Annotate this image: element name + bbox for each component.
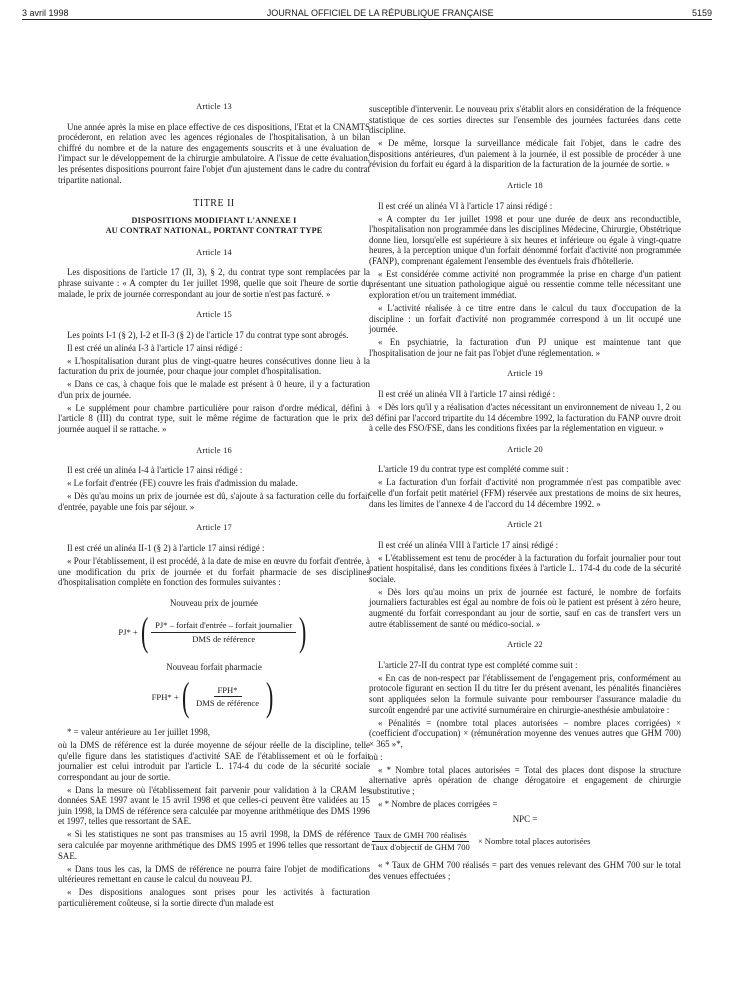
article-21-paragraph-3: « Dès lors qu'au moins un prix de journée est facturé, le nombre de forfaits journaliers facturables est égal au nombre de fois où le patient est présent à zéro heure, augmenté du forfait correspondant au jour de sortie, sauf en cas de transfert vers un autre établissement de santé ou médico-social. » xyxy=(369,586,681,629)
article-19-paragraph-1: Il est créé un alinéa VII à l'article 17 ainsi rédigé : xyxy=(378,389,556,400)
formula-2-denominator: DMS de référence xyxy=(196,698,260,709)
npc-numerator: Taux de GMH 700 réalisés xyxy=(374,830,467,841)
titre-subheading xyxy=(58,216,370,237)
article-17-paragraph-5: « Dans la mesure où l'établissement fait parvenir pour validation à la CRAM les données SAE 1997 avant le 15 avril 1998 et que celles-ci peuvent être validées au 15 juin 1998, la DMS de référence sera calculée par moyenne arithmétique des DMS 1996 et 1997, telles que ressortant de SAE. xyxy=(58,784,370,827)
article-18-paragraph-4: « L'activité réalisée à ce titre entre dans le calcul du taux d'occupation de la discipline : un forfait d'activité non programmée correspond à un lit occupé une journée. xyxy=(369,303,681,335)
article-18-title: Article 18 xyxy=(507,180,543,190)
article-17-paragraph-8: « Des dispositions analogues sont prises pour les activités à facturation particulièrement coûteuse, si la sortie directe d'un malade est xyxy=(58,887,370,908)
formula-2-title: Nouveau forfait pharmacie xyxy=(166,662,262,673)
formula-1-fraction xyxy=(151,620,296,644)
formula-1-lhs: PJ* + xyxy=(118,627,138,638)
article-18-paragraph-3: « Est considérée comme activité non programmée la prise en charge d'un patient présentant une situation pathologique aiguë ou ressentie comme telle nécessitant une exploration et/ou un traitement immédiat. xyxy=(369,268,681,301)
article-16-paragraph-1: Il est créé un alinéa I-4 à l'article 17 ainsi rédigé : xyxy=(67,465,243,476)
open-paren-glyph: ( xyxy=(181,673,190,719)
article-15-title: Article 15 xyxy=(196,310,232,320)
article-20-paragraph-1: L'article 19 du contrat type est complété comme suit : xyxy=(378,464,569,475)
article-22-paragraph-4: où : xyxy=(369,751,383,762)
article-21-title: Article 21 xyxy=(507,520,543,530)
article-15-paragraph-5: « Le supplément pour chambre particulière pour raison d'ordre médical, défini à l'article 8 (III) du contrat type, suit le même régime de facturation que le prix de journée auquel il se rattache. » xyxy=(58,402,370,435)
formula-2-numerator: FPH* xyxy=(214,685,242,698)
article-21-paragraph-2: « L'établissement est tenu de procéder à la facturation du forfait journalier pour tout patient hospitalisé, dans les conditions fixées à l'article L. 174-4 du code de la sécurité sociale. xyxy=(369,552,681,584)
titre-subheading-line-1: DISPOSITIONS MODIFIANT L'ANNEXE I xyxy=(131,215,297,225)
article-13-paragraph: Une année après la mise en place effective de ces dispositions, l'Etat et la CNAMTS procéderont, en relation avec les agences régionales de l'hospitalisation, à un bilan chiffré du nombre et de la nature des engagements souscrits et à une évaluation de l'impact sur le développement de la chirurgie ambulatoire. A l'issue de cette évaluation, les présentes dispositions pourront faire l'objet d'un ajustement dans le cadre du contrat tripartite national. xyxy=(58,121,370,185)
article-15-paragraph-3: « L'hospitalisation durant plus de vingt-quatre heures consécutives donne lieu à la facturation du prix de journée, pour chaque jour complet d'hospitalisation. xyxy=(58,355,370,377)
article-17-paragraph-7: « Dans tous les cas, la DMS de référence ne pourra faire l'objet de modifications ultérieures remettant en cause le calcul du nouveau PJ. xyxy=(58,863,370,885)
formula-prix-journee xyxy=(58,609,370,655)
article-16-paragraph-3: « Dès qu'au moins un prix de journée est dû, s'ajoute à sa facturation celle du forfait d'entrée, payable une fois par séjour. » xyxy=(58,491,370,512)
article-22-paragraph-6: « * Nombre de places corrigées = xyxy=(378,798,498,809)
article-22-paragraph-5: « * Nombre total places autorisées = Total des places dont dispose la structure alternative après opération de change dérogatoire et engagement de chirurgie substitutive ; xyxy=(369,764,681,796)
article-22-title: Article 22 xyxy=(507,640,543,650)
article-19-paragraph-2: « Dès lors qu'il y a réalisation d'actes nécessitant un environnement de niveau 1, 2 ou 3 défini par l'accord tripartite du 14 décembre 1992, la facturation du FANP ouvre droit à celle des FSO/FSE, dans les conditions fixées par la réglementation en vigueur. » xyxy=(369,402,681,434)
article-18-paragraph-5: « En psychiatrie, la facturation d'un PJ unique est maintenue tant que l'hospitalisation de jour ne fait pas l'objet d'une réglementation. » xyxy=(369,337,681,358)
article-22-paragraph-3: « Pénalités = (nombre total places autorisées – nombre places corrigées) × (coefficient d'occupation) × (rémunération moyenne des venues autres que GHM 700) × 365 »*, xyxy=(369,717,681,749)
npc-multiplier: × Nombre total places autorisées xyxy=(477,835,591,846)
article-17-paragraph-2: « Pour l'établissement, il est procédé, à la date de mise en œuvre du forfait d'entrée, à une modification du prix de journée et du forfait pharmacie de ses disciplines d'hospitalisation complète en fonction des formules suivantes : xyxy=(58,555,370,588)
header-date: 3 avril 1998 xyxy=(22,8,69,18)
article-14-paragraph: Les dispositions de l'article 17 (II, 3), § 2, du contrat type sont remplacées par la phrase suivante : « A compter du 1er juillet 1998, quelle que soit l'heure de sortie du malade, le prix de journée correspondant au jour de sortie n'est pas facturé. » xyxy=(58,267,370,299)
right-column xyxy=(369,104,681,884)
formula-1-title: Nouveau prix de journée xyxy=(170,597,258,608)
close-paren-glyph: ) xyxy=(266,673,274,719)
npc-denominator: Taux d'objectif de GHM 700 xyxy=(371,841,470,852)
header-journal-title: JOURNAL OFFICIEL DE LA RÉPUBLIQUE FRANÇAISE xyxy=(266,8,494,18)
open-paren-glyph: ( xyxy=(140,609,149,655)
article-15-paragraph-2: Il est créé un alinéa I-3 à l'article 17 ainsi rédigé : xyxy=(67,342,243,353)
formula-2-fraction xyxy=(192,685,263,709)
article-20-title: Article 20 xyxy=(507,444,543,454)
npc-label: NPC = xyxy=(512,813,538,824)
article-19-title: Article 19 xyxy=(507,369,543,379)
article-15-paragraph-1: Les points I-1 (§ 2), I-2 et II-3 (§ 2) de l'article 17 du contrat type sont abrogés. xyxy=(67,329,349,340)
header-page-number: 5159 xyxy=(691,8,712,18)
article-15-paragraph-4: « Dans ce cas, à chaque fois que le malade est présent à 0 heure, il y a facturation d'un prix de journée. xyxy=(58,379,370,400)
article-22-paragraph-2: « En cas de non-respect par l'établissement de l'engagement pris, conformément au protocole figurant en section II du titre Ier du présent avenant, les pénalités financières sont appliquées selon la formule suivante pour rembourser l'assurance maladie du surcoût engendré par une activité surnuméraire en chirurgie-anesthésie ambulatoire : xyxy=(369,672,681,715)
formula-2-lhs: FPH* + xyxy=(151,691,179,702)
formula-forfait-pharmacie xyxy=(58,673,370,719)
article-18-paragraph-1: Il est créé un alinéa VI à l'article 17 ainsi rédigé : xyxy=(378,200,553,211)
article-17-paragraph-4: où la DMS de référence est la durée moyenne de séjour réelle de la discipline, telle qu'elle figure dans les statistiques d'activité SAE de l'établissement et où le forfait journalier est celui introduit par l'article L. 174-4 du code de la sécurité sociale correspondant au jour de sortie. xyxy=(58,739,370,782)
article-17-paragraph-3: * = valeur antérieure au 1er juillet 1998, xyxy=(67,726,211,737)
titre-heading: TITRE II xyxy=(193,198,235,210)
continued-paragraph-1: susceptible d'intervenir. Le nouveau prix s'établit alors en considération de la fréquence statistique de ces sorties directes sur l'ensemble des journées facturées dans cette discipline. xyxy=(369,104,681,136)
formula-1-denominator: DMS de référence xyxy=(192,633,256,644)
titre-subheading-line-2: AU CONTRAT NATIONAL, PORTANT CONTRAT TYPE xyxy=(105,226,323,236)
article-17-paragraph-6: « Si les statistiques ne sont pas transmises au 15 avril 1998, la DMS de référence sera calculée par moyenne arithmétique des DMS 1995 et 1996 telles que ressortant de SAE. xyxy=(58,829,370,861)
left-column xyxy=(58,102,370,911)
article-16-paragraph-2: « Le forfait d'entrée (FE) couvre les frais d'admission du malade. xyxy=(67,478,298,489)
article-22-paragraph-1: L'article 27-II du contrat type est complété comme suit : xyxy=(378,659,578,670)
article-21-paragraph-1: Il est créé un alinéa VIII à l'article 17 ainsi rédigé : xyxy=(378,539,559,550)
article-17-title: Article 17 xyxy=(196,523,232,533)
article-14-title: Article 14 xyxy=(196,247,232,257)
article-18-paragraph-2: « A compter du 1er juillet 1998 et pour une durée de deux ans reconductible, l'hospitalisation non programmée dans les disciplines Médecine, Chirurgie, Obstétrique donne lieu, lorsqu'elle est supérieure à six heures et inférieure ou égale à vingt-quatre heures, à la perception unique d'un forfait dénommé forfait d'activité non programmée (FANP), comprenant également l'ensemble des éventuels frais d'hôtellerie. xyxy=(369,213,681,266)
article-16-title: Article 16 xyxy=(196,445,232,455)
article-22-paragraph-7: « * Taux de GHM 700 réalisés = part des venues relevant des GHM 700 sur le total des venues effectuées ; xyxy=(369,860,681,881)
continued-paragraph-2: « De même, lorsque la surveillance médicale fait l'objet, dans le cadre des dispositions antérieures, d'un paiement à la journée, il est possible de procéder à une révision du forfait eu égard à la disparition de la facturation de la journée de sortie. » xyxy=(369,138,681,170)
npc-fraction xyxy=(369,830,472,852)
npc-formula xyxy=(369,830,681,852)
close-paren-glyph: ) xyxy=(299,609,307,655)
article-17-paragraph-1: Il est créé un alinéa II-1 (§ 2) à l'article 17 ainsi rédigé : xyxy=(67,542,265,553)
article-13-title: Article 13 xyxy=(196,102,232,111)
page-header xyxy=(22,4,712,20)
formula-1-numerator: PJ* – forfait d'entrée – forfait journalier xyxy=(151,620,296,633)
article-20-paragraph-2: « La facturation d'un forfait d'activité non programmée n'est pas compatible avec celle d'un forfait petit matériel (FFM) réservée aux prestations de moins de six heures, dans les limites de l'annexe 4 de l'accord du 14 décembre 1992. » xyxy=(369,477,681,509)
